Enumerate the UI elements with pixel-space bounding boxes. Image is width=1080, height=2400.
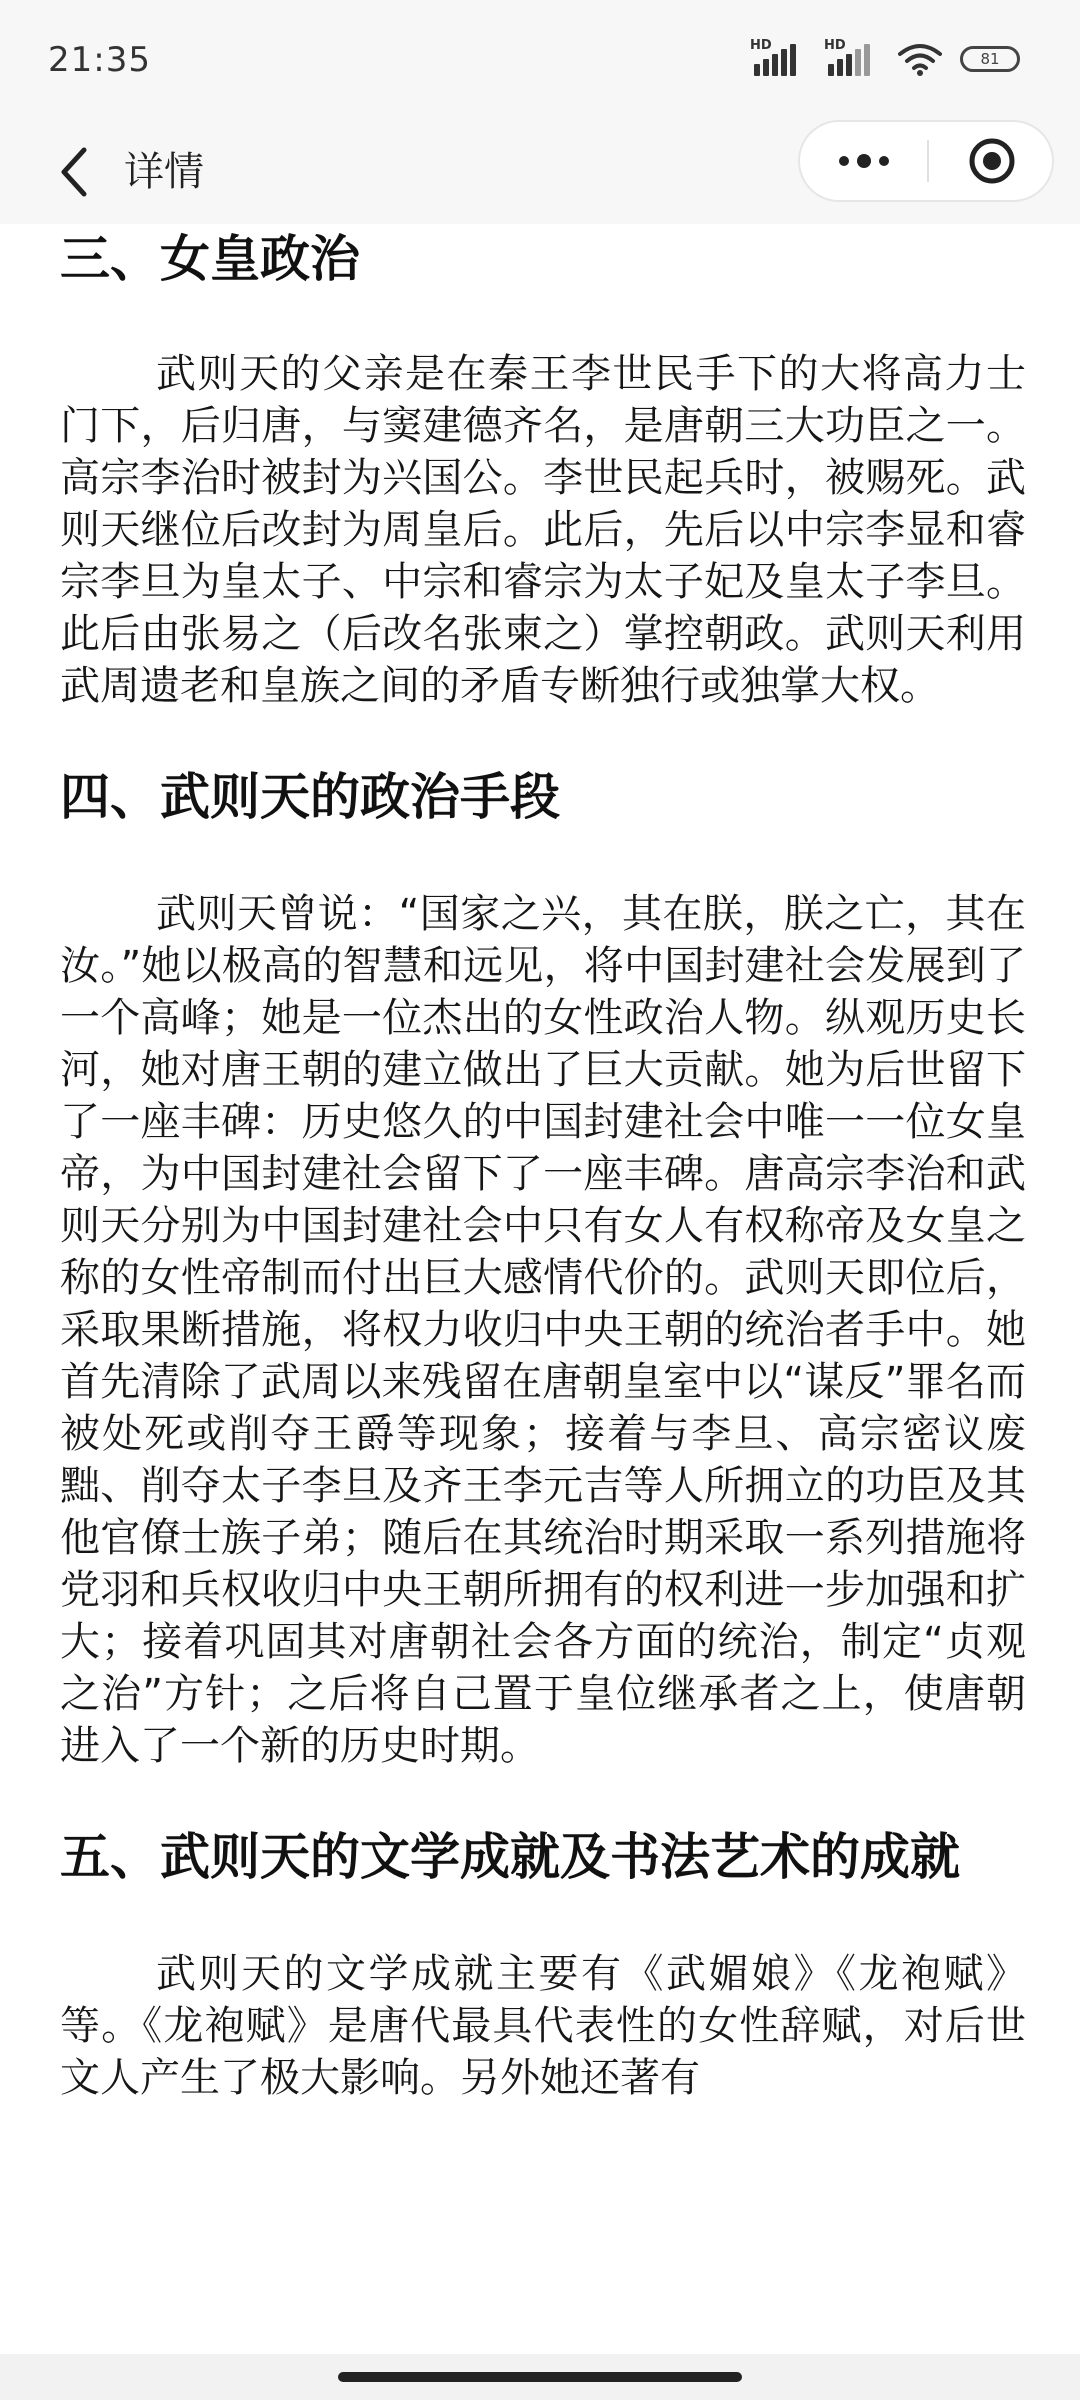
close-button[interactable] xyxy=(929,122,1054,200)
section-paragraph: 武则天曾说：“国家之兴，其在朕，朕之亡，其在汝。”她以极高的智慧和远见，将中国封建社会发展到了一个高峰；她是一位杰出的女性政治人物。纵观历史长河，她对唐王朝的建立做出了巨大贡献。她为后世留下了一座丰碑：历史悠久的中国封建社会中唯一一位女皇帝，为中国封建社会留下了一座丰碑。唐高宗李治和武则天分别为中国封建社会中只有女人有权称帝及女皇之称的女性帝制而付出巨大感情代价的。武则天即位后，采取果断措施，将权力收归中央王朝的统治者手中。她首先清除了武周以来残留在唐朝皇室中以“谋反”罪名而被处死或削夺王爵等现象；接着与李旦、高宗密议废黜、削夺太子李旦及齐王李元吉等人所拥立的功臣及其他官僚士族子弟；随后在其统治时期采取一系列措施将党羽和兵权收归中央王朝所拥有的权利进一步加强和扩大；接着巩固其对唐朝社会各方面的统治，制定“贞观之治”方针；之后将自己置于皇位继承者之上，使唐朝进入了一个新的历史时期。 xyxy=(60,891,1026,1769)
section-heading: 五、武则天的文学成就及书法艺术的成就 xyxy=(60,1828,960,1886)
section-heading: 三、女皇政治 xyxy=(60,230,360,288)
page-title: 详情 xyxy=(124,149,204,195)
section-heading: 四、武则天的政治手段 xyxy=(60,768,560,826)
more-dots-icon xyxy=(834,153,894,169)
cellular-signal-2-icon xyxy=(824,38,880,76)
wifi-icon xyxy=(898,42,942,76)
nav-bar xyxy=(0,120,1080,224)
status-icons xyxy=(750,38,1020,76)
home-indicator[interactable] xyxy=(338,2372,742,2382)
status-time: 21:35 xyxy=(48,40,151,80)
cellular-signal-icon xyxy=(750,38,806,76)
article-content[interactable] xyxy=(0,224,1080,2364)
more-button[interactable] xyxy=(800,122,927,200)
status-bar xyxy=(0,0,1080,120)
chevron-left-icon xyxy=(56,146,92,198)
battery-level: 81 xyxy=(980,50,1000,68)
target-close-icon xyxy=(968,137,1016,185)
mini-program-capsule xyxy=(798,120,1054,202)
section-paragraph: 武则天的父亲是在秦王李世民手下的大将高力士门下，后归唐，与窦建德齐名，是唐朝三大功臣之一。高宗李治时被封为兴国公。李世民起兵时，被赐死。武则天继位后改封为周皇后。此后，先后以中宗李显和睿宗李旦为皇太子、中宗和睿宗为太子妃及皇太子李旦。此后由张易之（后改名张柬之）掌控朝政。武则天利用武周遗老和皇族之间的矛盾专断独行或独掌大权。 xyxy=(60,351,1026,709)
hd-label-2: HD xyxy=(824,38,846,53)
section-paragraph: 武则天的文学成就主要有《武媚娘》《龙袍赋》等。《龙袍赋》是唐代最具代表性的女性辞赋，对后世文人产生了极大影响。另外她还著有 xyxy=(60,1951,1026,2101)
article-body xyxy=(60,224,1026,2104)
back-button[interactable] xyxy=(36,134,112,210)
hd-label: HD xyxy=(750,38,772,53)
battery-icon xyxy=(960,46,1020,72)
